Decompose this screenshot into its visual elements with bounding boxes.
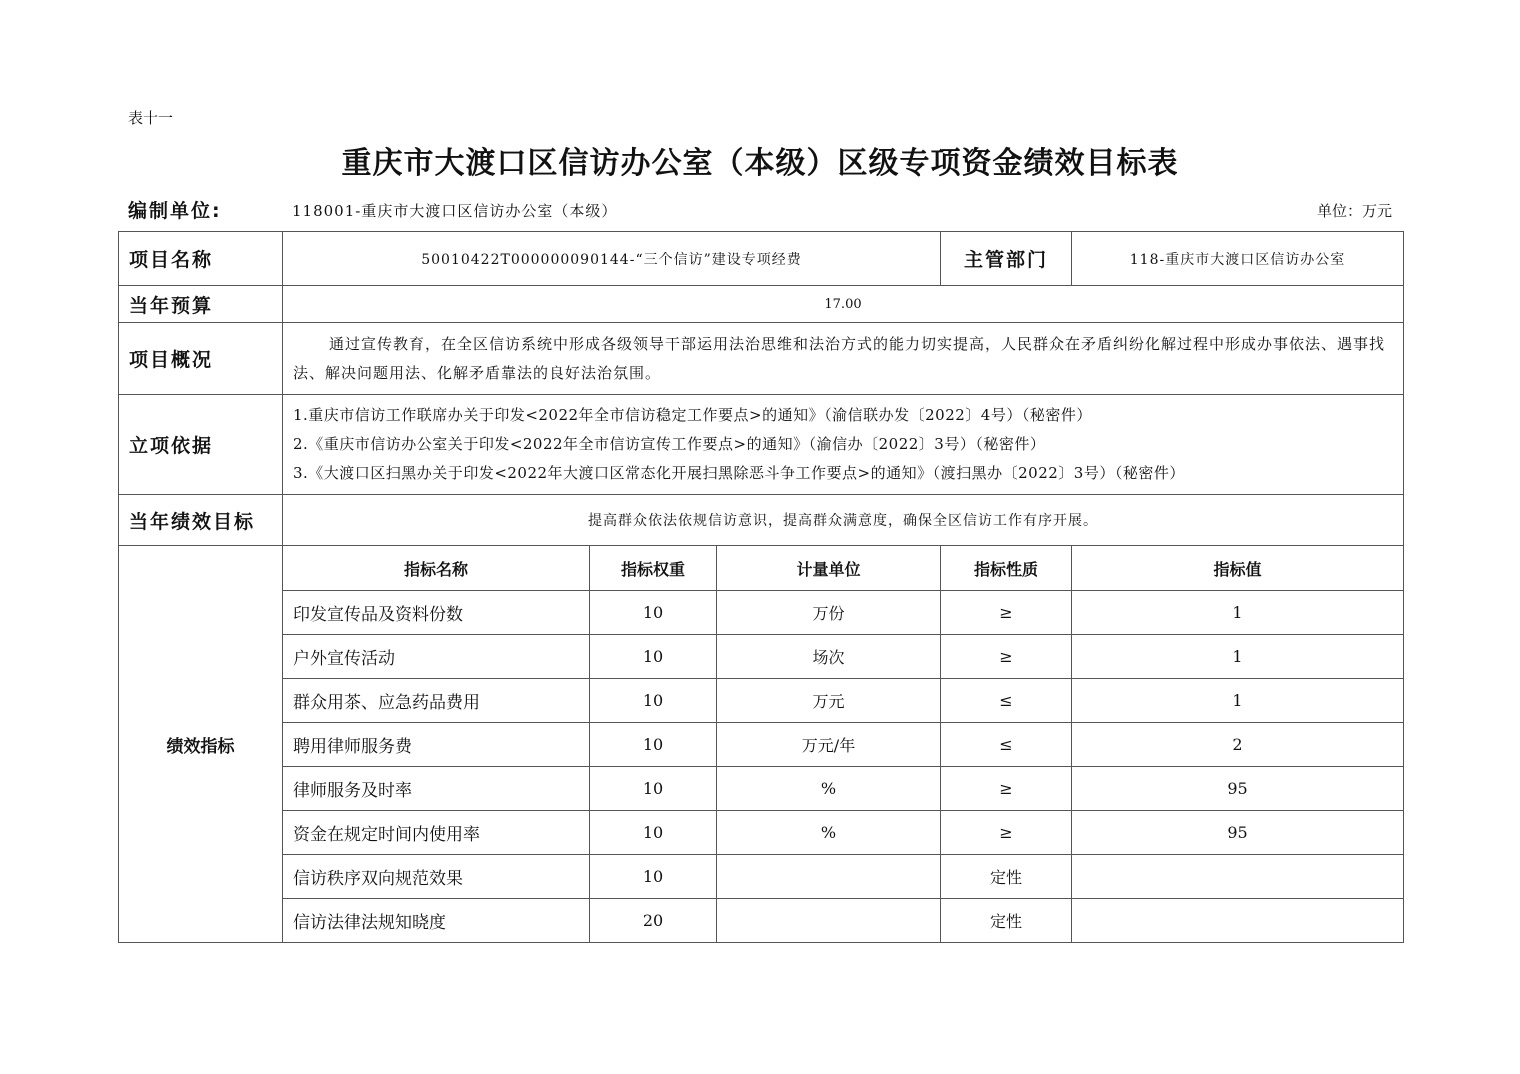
- meta-row: [128, 196, 1392, 226]
- project-name-label: 项目名称: [119, 232, 283, 286]
- metric-unit: 场次: [717, 635, 941, 679]
- metric-name: 聘用律师服务费: [283, 723, 590, 767]
- basis-item: 2.《重庆市信访办公室关于印发<2022年全市信访宣传工作要点>的通知》（渝信办〔2022〕3号）（秘密件）: [293, 435, 1046, 453]
- metric-weight: 10: [590, 855, 717, 899]
- metric-name: 户外宣传活动: [283, 635, 590, 679]
- compiling-unit-value: 118001-重庆市大渡口区信访办公室（本级）: [292, 202, 618, 220]
- table-row: [119, 591, 1404, 635]
- metric-nature: ≥: [941, 591, 1072, 635]
- metric-unit: 万份: [717, 591, 941, 635]
- budget-row: [119, 286, 1404, 323]
- metric-weight: 10: [590, 767, 717, 811]
- metric-value: 1: [1072, 679, 1404, 723]
- metric-value-header: 指标值: [1072, 546, 1404, 591]
- metric-nature: ≥: [941, 767, 1072, 811]
- basis-label: 立项依据: [119, 395, 283, 495]
- metric-unit: %: [717, 811, 941, 855]
- metric-unit-header: 计量单位: [717, 546, 941, 591]
- metric-nature: ≥: [941, 811, 1072, 855]
- performance-target-table: [118, 231, 1404, 943]
- metric-name: 群众用茶、应急药品费用: [283, 679, 590, 723]
- overview-row: [119, 323, 1404, 395]
- budget-value: 17.00: [283, 286, 1404, 323]
- basis-row: [119, 395, 1404, 495]
- metrics-section-label: 绩效指标: [119, 546, 283, 943]
- currency-unit: 单位：万元: [1316, 202, 1392, 220]
- table-row: [119, 811, 1404, 855]
- metric-nature: ≤: [941, 723, 1072, 767]
- metric-weight: 10: [590, 635, 717, 679]
- table-row: [119, 899, 1404, 943]
- metric-weight: 20: [590, 899, 717, 943]
- metric-value: [1072, 899, 1404, 943]
- project-name-row: [119, 232, 1404, 286]
- metric-weight: 10: [590, 723, 717, 767]
- metric-unit: [717, 855, 941, 899]
- metric-value: 1: [1072, 635, 1404, 679]
- metric-weight: 10: [590, 679, 717, 723]
- goal-label: 当年绩效目标: [119, 495, 283, 546]
- metric-unit: 万元/年: [717, 723, 941, 767]
- goal-value: 提高群众依法依规信访意识，提高群众满意度，确保全区信访工作有序开展。: [283, 495, 1404, 546]
- metric-nature-header: 指标性质: [941, 546, 1072, 591]
- basis-list: [283, 395, 1404, 495]
- department-label: 主管部门: [941, 232, 1072, 286]
- table-number-label: 表十一: [128, 109, 174, 127]
- metric-nature: ≥: [941, 635, 1072, 679]
- project-name-value: 50010422T000000090144-“三个信访”建设专项经费: [283, 232, 941, 286]
- metric-name: 律师服务及时率: [283, 767, 590, 811]
- basis-item: 1.重庆市信访工作联席办关于印发<2022年全市信访稳定工作要点>的通知》（渝信联办发〔2022〕4号）（秘密件）: [293, 406, 1092, 424]
- metric-unit: %: [717, 767, 941, 811]
- metric-value: [1072, 855, 1404, 899]
- metric-name-header: 指标名称: [283, 546, 590, 591]
- metrics-header-row: [119, 546, 1404, 591]
- basis-item: 3.《大渡口区扫黑办关于印发<2022年大渡口区常态化开展扫黑除恶斗争工作要点>的通知》（渡扫黑办〔2022〕3号）（秘密件）: [293, 464, 1185, 482]
- budget-label: 当年预算: [119, 286, 283, 323]
- table-row: [119, 723, 1404, 767]
- table-row: [119, 679, 1404, 723]
- metric-value: 1: [1072, 591, 1404, 635]
- table-row: [119, 767, 1404, 811]
- compiling-unit-label: 编制单位:: [128, 200, 222, 222]
- metric-unit: [717, 899, 941, 943]
- table-row: [119, 855, 1404, 899]
- metric-value: 95: [1072, 767, 1404, 811]
- metric-unit: 万元: [717, 679, 941, 723]
- metric-weight-header: 指标权重: [590, 546, 717, 591]
- metric-nature: 定性: [941, 899, 1072, 943]
- department-value: 118-重庆市大渡口区信访办公室: [1072, 232, 1404, 286]
- overview-value: 通过宣传教育，在全区信访系统中形成各级领导干部运用法治思维和法治方式的能力切实提高，人民群众在矛盾纠纷化解过程中形成办事依法、遇事找法、解决问题用法、化解矛盾靠法的良好法治氛围。: [283, 323, 1404, 395]
- metric-weight: 10: [590, 811, 717, 855]
- document-title: 重庆市大渡口区信访办公室（本级）区级专项资金绩效目标表: [341, 146, 1179, 181]
- goal-row: [119, 495, 1404, 546]
- table-row: [119, 635, 1404, 679]
- metric-weight: 10: [590, 591, 717, 635]
- metric-nature: 定性: [941, 855, 1072, 899]
- metric-name: 资金在规定时间内使用率: [283, 811, 590, 855]
- metric-name: 印发宣传品及资料份数: [283, 591, 590, 635]
- overview-label: 项目概况: [119, 323, 283, 395]
- metric-name: 信访法律法规知晓度: [283, 899, 590, 943]
- metric-nature: ≤: [941, 679, 1072, 723]
- metric-value: 95: [1072, 811, 1404, 855]
- metric-value: 2: [1072, 723, 1404, 767]
- metric-name: 信访秩序双向规范效果: [283, 855, 590, 899]
